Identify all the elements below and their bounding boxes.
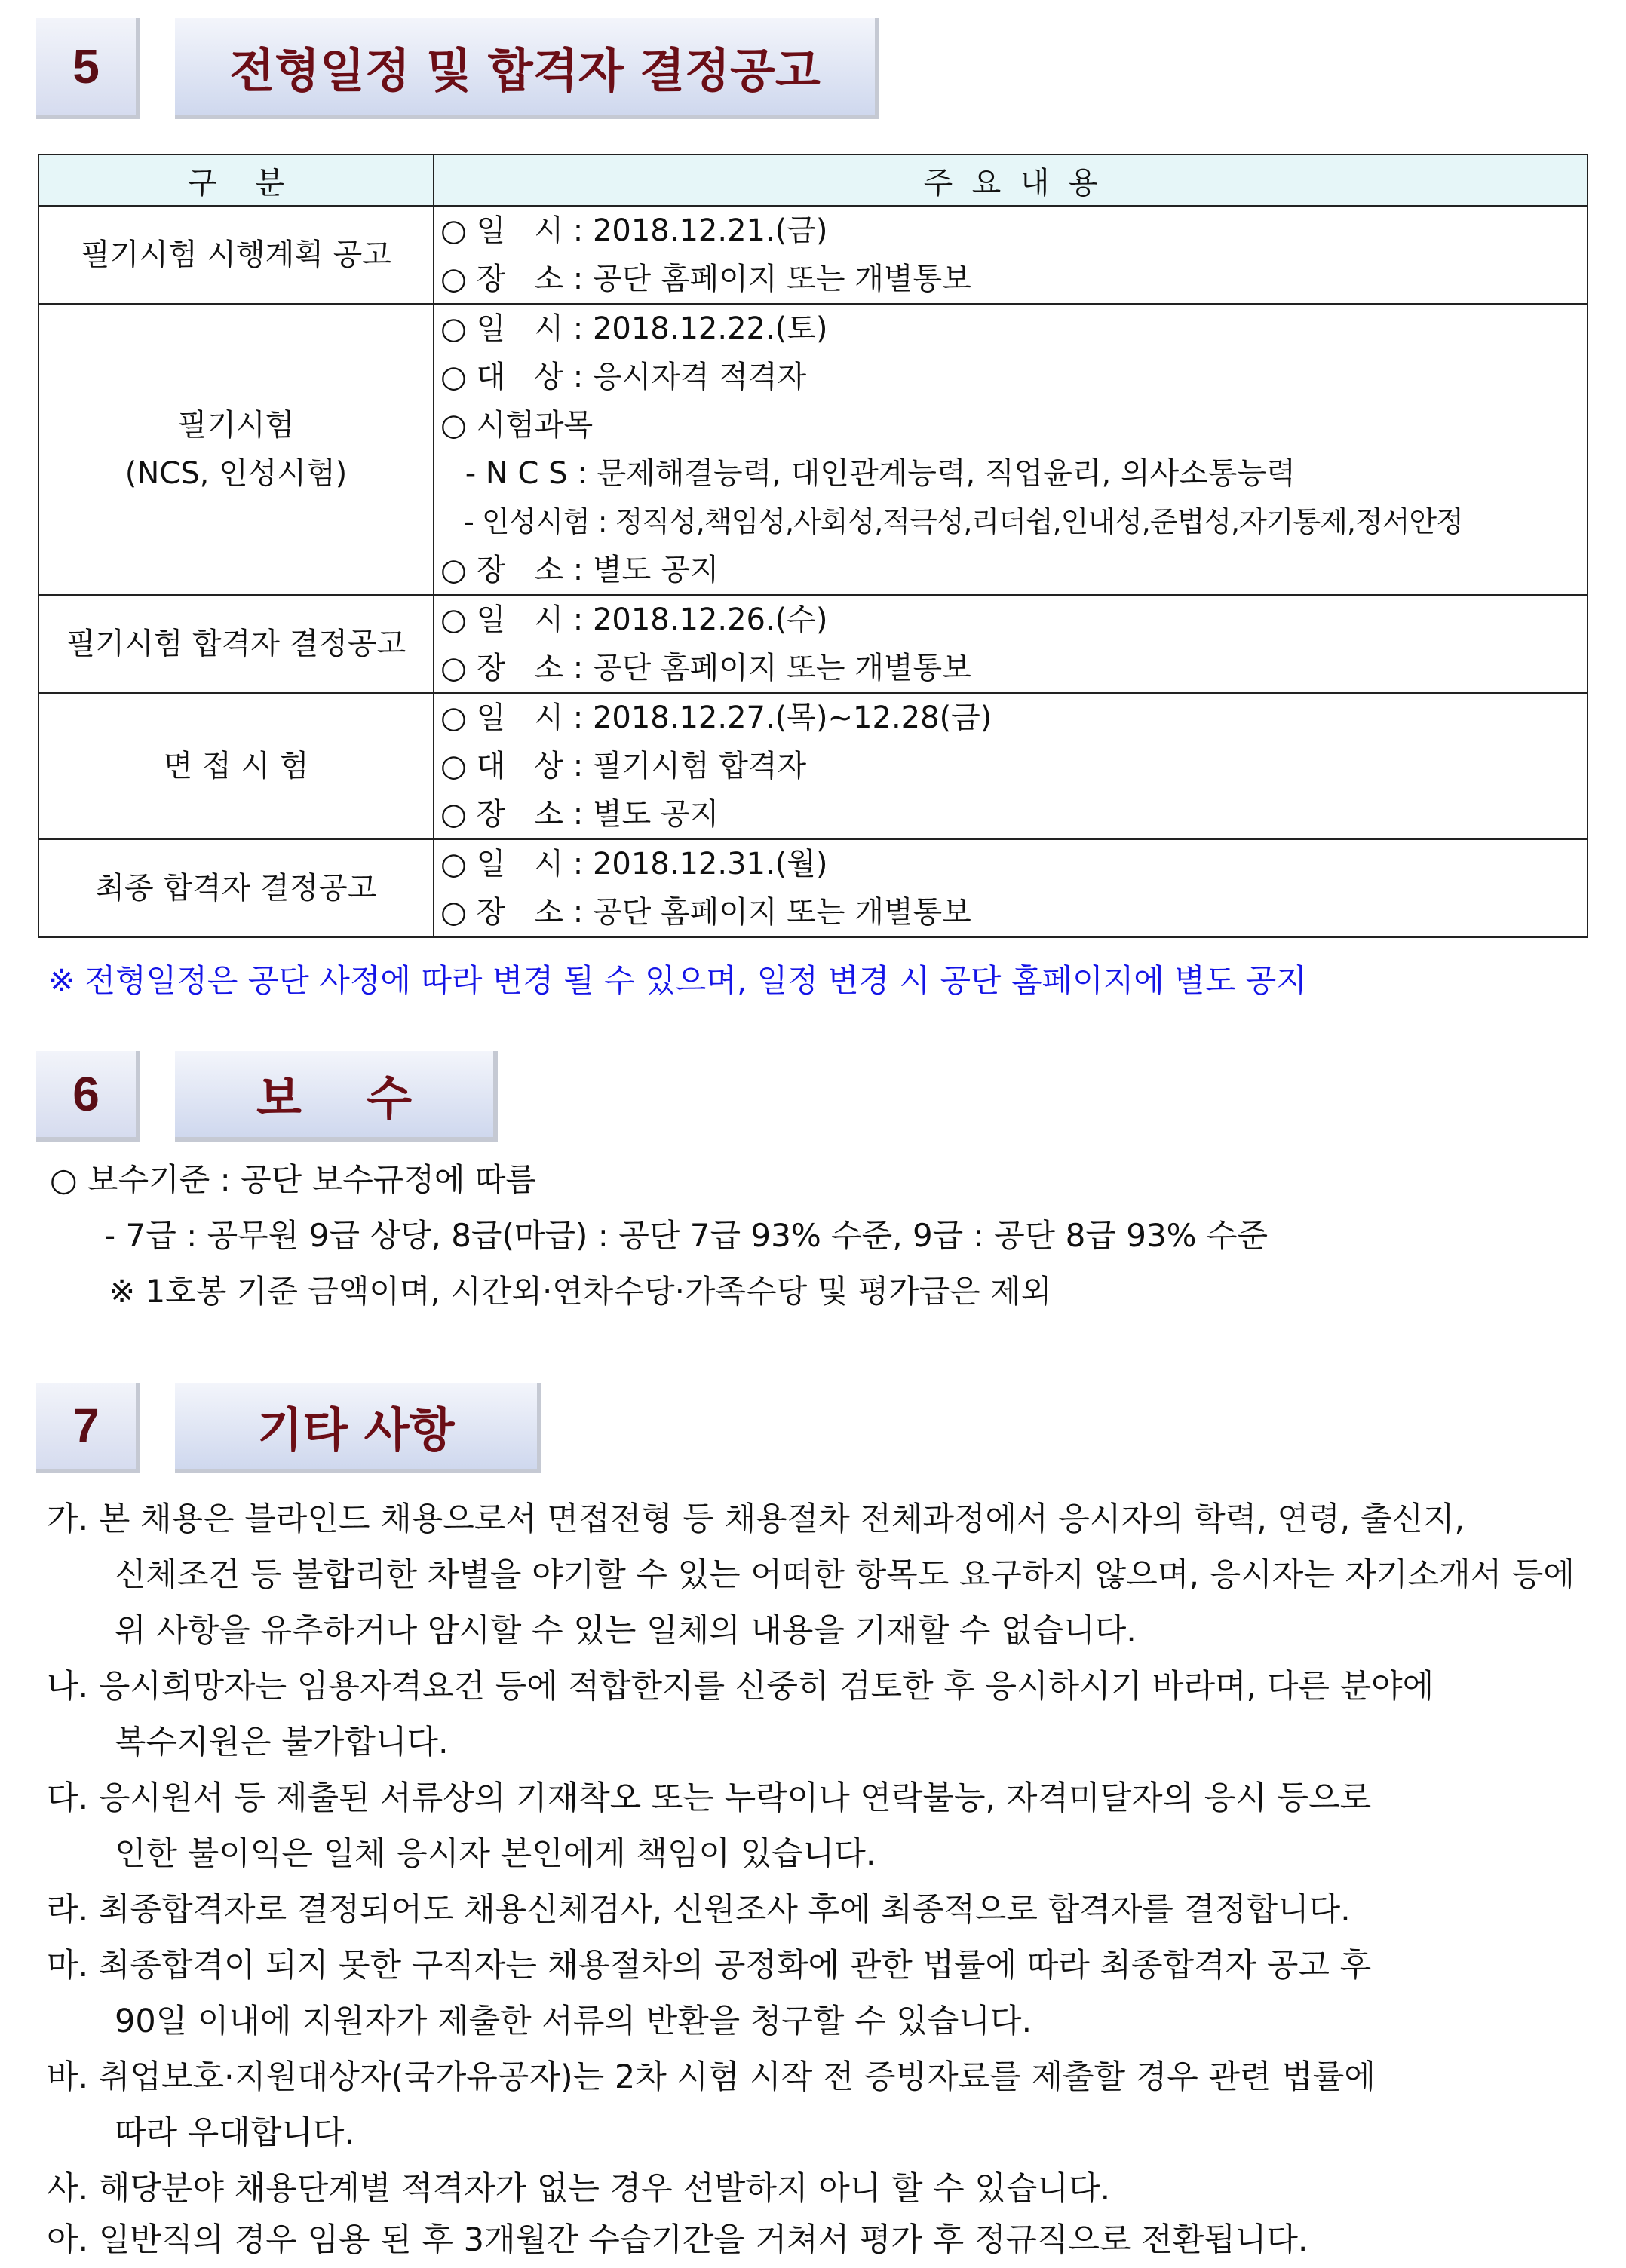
table-row <box>38 595 1588 693</box>
list-item <box>47 2161 1110 2217</box>
content-line: ○ 일 시 : 2018.12.31.(월) <box>440 847 828 881</box>
row-content <box>434 839 1588 937</box>
table-row <box>38 693 1588 839</box>
content-line: ○ 장 소 : 공단 홈페이지 또는 개별통보 <box>440 262 971 296</box>
list-item <box>47 2049 1376 2161</box>
table-row <box>38 304 1588 595</box>
section-title: 보 수 <box>175 1051 498 1142</box>
row-category <box>38 839 434 937</box>
item-label: 다. <box>47 1779 89 1817</box>
row-content <box>434 693 1588 839</box>
item-text: 따라 우대합니다. <box>115 2114 355 2152</box>
item-text: 90일 이내에 지원자가 제출한 서류의 반환을 청구할 수 있습니다. <box>115 2003 1032 2040</box>
table-row <box>38 839 1588 937</box>
item-text: 최종합격이 되지 못한 구직자는 채용절차의 공정화에 관한 법률에 따라 최종합격자 공고 후 <box>98 1947 1372 1985</box>
content-line: ○ 시험과목 <box>440 408 594 443</box>
item-label: 사. <box>47 2170 89 2208</box>
item-text: 응시희망자는 임용자격요건 등에 적합한지를 신중히 검토한 후 응시하시기 바라며, 다른 분야에 <box>98 1668 1434 1706</box>
content-line: ○ 장 소 : 공단 홈페이지 또는 개별통보 <box>440 651 971 685</box>
schedule-table <box>38 154 1588 938</box>
item-text: 인한 불이익은 일체 응시자 본인에게 책임이 있습니다. <box>115 1835 876 1873</box>
pay-note: ※ 1호봉 기준 금액이며, 시간외·연차수당·가족수당 및 평가급은 제외 <box>109 1273 1052 1310</box>
category-text: (NCS, 인성시험) <box>124 456 348 491</box>
item-label: 아. <box>47 2221 89 2259</box>
item-text: 본 채용은 블라인드 채용으로서 면접전형 등 채용절차 전체과정에서 응시자의 학력, 연령, 출신지, <box>98 1500 1465 1538</box>
list-item <box>47 1938 1371 2049</box>
category-text: 필기시험 시행계획 공고 <box>81 238 391 272</box>
pay-standard: ○ 보수기준 : 공단 보수규정에 따름 <box>50 1161 536 1198</box>
item-text: 취업보호·지원대상자(국가유공자)는 2차 시험 시작 전 증빙자료를 제출할 경우 관련 법률에 <box>98 2058 1376 2096</box>
pay-grades: - 7급 : 공무원 9급 상당, 8급(마급) : 공단 7급 93% 수준, 9급 : 공단 8급 93% 수준 <box>104 1217 1269 1254</box>
item-text: 최종합격자로 결정되어도 채용신체검사, 신원조사 후에 최종적으로 합격자를 결정합니다. <box>98 1891 1351 1929</box>
list-item <box>47 1882 1351 1938</box>
header-category: 구 분 <box>38 155 434 206</box>
content-line: ○ 장 소 : 별도 공지 <box>440 797 719 832</box>
list-item <box>47 1491 1575 1659</box>
row-content <box>434 595 1588 693</box>
item-text: 해당분야 채용단계별 적격자가 없는 경우 선발하지 아니 할 수 있습니다. <box>98 2170 1111 2208</box>
item-label: 마. <box>47 1947 89 1985</box>
list-item <box>47 1659 1434 1770</box>
row-content <box>434 206 1588 304</box>
content-line: ○ 장 소 : 공단 홈페이지 또는 개별통보 <box>440 895 971 930</box>
section-number: 5 <box>36 18 140 119</box>
category-text: 면 접 시 험 <box>163 749 309 783</box>
header-content: 주 요 내 용 <box>434 155 1588 206</box>
row-category <box>38 206 434 304</box>
table-header-row <box>38 155 1588 206</box>
content-line: ○ 대 상 : 필기시험 합격자 <box>440 749 807 783</box>
content-line: - 인성시험 : 정직성,책임성,사회성,적극성,리더쉽,인내성,준법성,자기통제,정서안정 <box>456 505 1463 538</box>
item-text: 응시원서 등 제출된 서류상의 기재착오 또는 누락이나 연락불능, 자격미달자의 응시 등으로 <box>98 1779 1372 1817</box>
table-row <box>38 206 1588 304</box>
item-label: 나. <box>47 1668 89 1706</box>
item-text: 신체조건 등 불합리한 차별을 야기할 수 있는 어떠한 항목도 요구하지 않으며, 응시자는 자기소개서 등에 <box>115 1556 1575 1594</box>
content-line: ○ 일 시 : 2018.12.26.(수) <box>440 602 828 637</box>
category-text: 필기시험 <box>177 408 295 443</box>
item-label: 라. <box>47 1891 89 1929</box>
content-line: ○ 일 시 : 2018.12.21.(금) <box>440 213 828 248</box>
section-number: 7 <box>36 1383 140 1473</box>
section-title: 기타 사항 <box>175 1383 541 1473</box>
schedule-note: ※ 전형일정은 공단 사정에 따라 변경 될 수 있으며, 일정 변경 시 공단 홈페이지에 별도 공지 <box>48 962 1307 999</box>
content-line: - N C S : 문제해결능력, 대인관계능력, 직업윤리, 의사소통능력 <box>456 456 1296 491</box>
list-item <box>47 2212 1308 2268</box>
content-line: ○ 장 소 : 별도 공지 <box>440 553 719 587</box>
content-line: ○ 일 시 : 2018.12.27.(목)~12.28(금) <box>440 700 992 735</box>
section-title: 전형일정 및 합격자 결정공고 <box>175 18 879 119</box>
item-label: 바. <box>47 2058 89 2096</box>
category-text: 필기시험 합격자 결정공고 <box>66 627 406 661</box>
row-category <box>38 304 434 595</box>
list-item <box>47 1770 1371 1882</box>
section-number: 6 <box>36 1051 140 1142</box>
item-text: 복수지원은 불가합니다. <box>115 1724 449 1761</box>
row-category <box>38 693 434 839</box>
item-text: 일반직의 경우 임용 된 후 3개월간 수습기간을 거쳐서 평가 후 정규직으로 전환됩니다. <box>98 2221 1308 2259</box>
content-line: ○ 일 시 : 2018.12.22.(토) <box>440 311 828 346</box>
item-label: 가. <box>47 1500 89 1538</box>
row-category <box>38 595 434 693</box>
category-text: 최종 합격자 결정공고 <box>95 871 377 906</box>
row-content <box>434 304 1588 595</box>
item-text: 위 사항을 유추하거나 암시할 수 있는 일체의 내용을 기재할 수 없습니다. <box>115 1612 1137 1650</box>
content-line: ○ 대 상 : 응시자격 적격자 <box>440 360 807 394</box>
